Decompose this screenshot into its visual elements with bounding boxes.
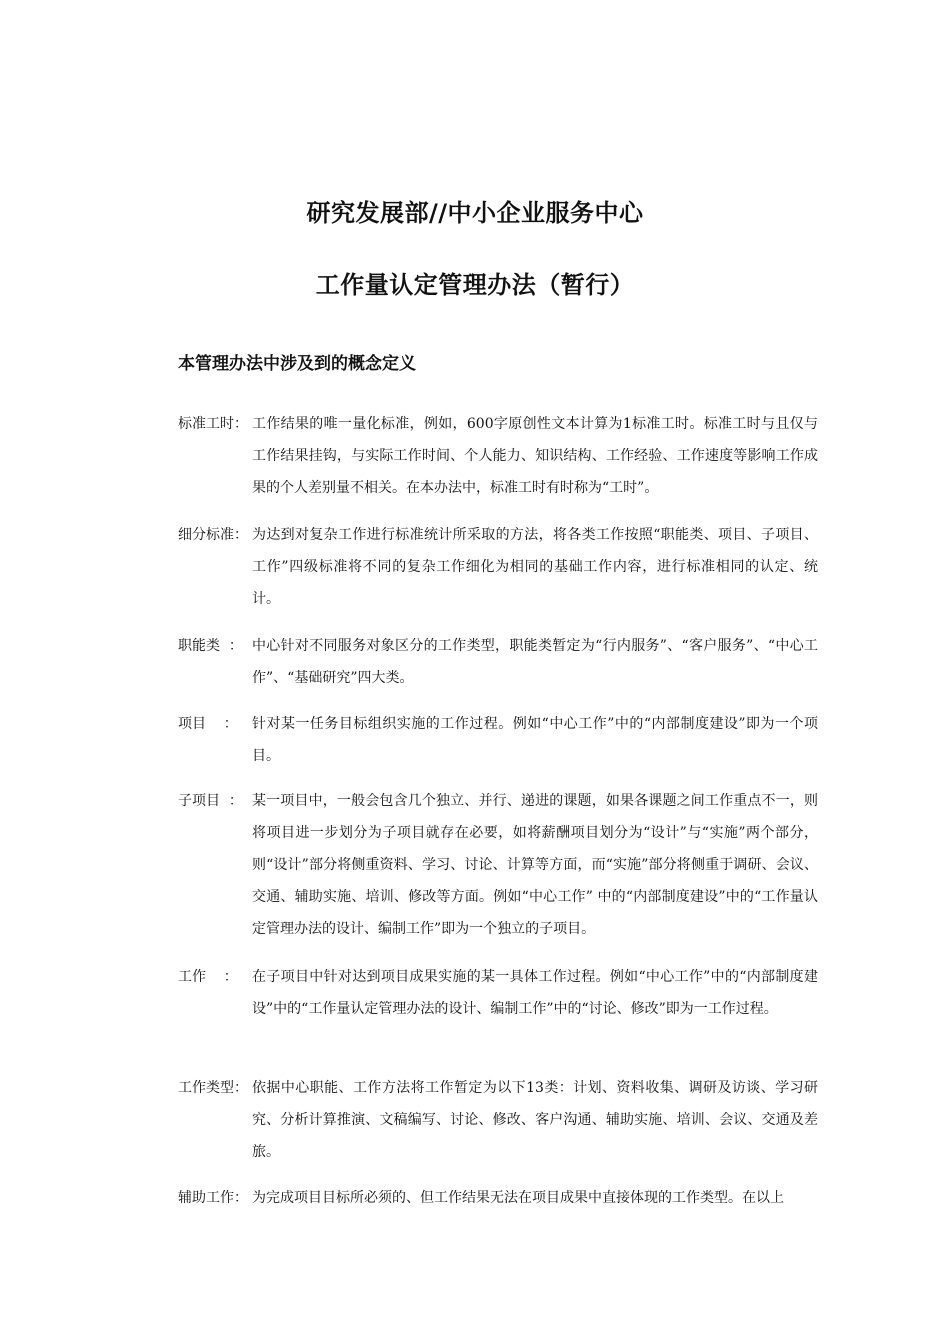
- definition-term: 子项目 ：: [178, 793, 243, 809]
- definition-text: 为完成项目目标所必须的、但工作结果无法在项目成果中直接体现的工作类型。在以上: [252, 1190, 784, 1206]
- definition-text: 依据中心职能、工作方法将工作暂定为以下13类：计划、资料收集、调研及访谈、学习研究、分析计算推演、文稿编写、讨论、修改、客户沟通、辅助实施、培训、会议、交通及差旅。: [252, 1080, 818, 1160]
- definition-project: [178, 708, 818, 772]
- definition-work-types: [178, 1072, 818, 1168]
- document-title-line-1: 研究发展部//中小企业服务中心: [306, 199, 644, 227]
- section-heading: 本管理办法中涉及到的概念定义: [178, 354, 416, 374]
- definition-standard-hours: [178, 408, 818, 504]
- definition-term: 工作类型：: [178, 1080, 248, 1096]
- definition-text: 在子项目中针对达到项目成果实施的某一具体工作过程。例如“中心工作”中的“内部制度建设”中的“工作量认定管理办法的设计、编制工作”中的“讨论、修改”即为一工作过程。: [252, 969, 818, 1017]
- document-title-line-2: 工作量认定管理办法（暂行）: [315, 271, 635, 299]
- definition-auxiliary-work: [178, 1182, 818, 1214]
- definition-function-category: [178, 630, 818, 694]
- definition-term: 工作 ：: [178, 969, 238, 985]
- definition-text: 工作结果的唯一量化标准，例如，600字原创性文本计算为1标准工时。标准工时与且仅与工作结果挂钩，与实际工作时间、个人能力、知识结构、工作经验、工作速度等影响工作成果的个人差别量不相关。在本办法中，标准工时有时称为“工时”。: [252, 416, 818, 496]
- definition-term: 职能类 ：: [178, 638, 243, 654]
- definition-subdivision-standard: [178, 519, 818, 615]
- definition-term: 标准工时：: [178, 416, 248, 432]
- definition-text: 某一项目中，一般会包含几个独立、并行、递进的课题，如果各课题之间工作重点不一，则将项目进一步划分为子项目就存在必要，如将薪酬项目划分为“设计”与“实施”两个部分，则“设计”部分将侧重资料、学习、讨论、计算等方面，而“实施”部分将侧重于调研、会议、交通、辅助实施、培训、修改等方面。例如“中心工作” 中的“内部制度建设”中的“工作量认定管理办法的设计、编制工作”即为一个独立的子项目。: [252, 793, 818, 937]
- definition-term: 项目 ：: [178, 716, 238, 732]
- definition-subproject: [178, 785, 818, 945]
- definition-text: 为达到对复杂工作进行标准统计所采取的方法，将各类工作按照“职能类、项目、子项目、工作”四级标准将不同的复杂工作细化为相同的基础工作内容，进行标准相同的认定、统计。: [252, 527, 818, 607]
- definition-text: 针对某一任务目标组织实施的工作过程。例如“中心工作”中的“内部制度建设”即为一个项目。: [252, 716, 818, 764]
- definition-term: 细分标准：: [178, 527, 248, 543]
- definition-text: 中心针对不同服务对象区分的工作类型，职能类暂定为“行内服务”、“客户服务”、“中心工作”、“基础研究”四大类。: [252, 638, 818, 686]
- definition-term: 辅助工作：: [178, 1190, 248, 1206]
- definition-work: [178, 961, 818, 1025]
